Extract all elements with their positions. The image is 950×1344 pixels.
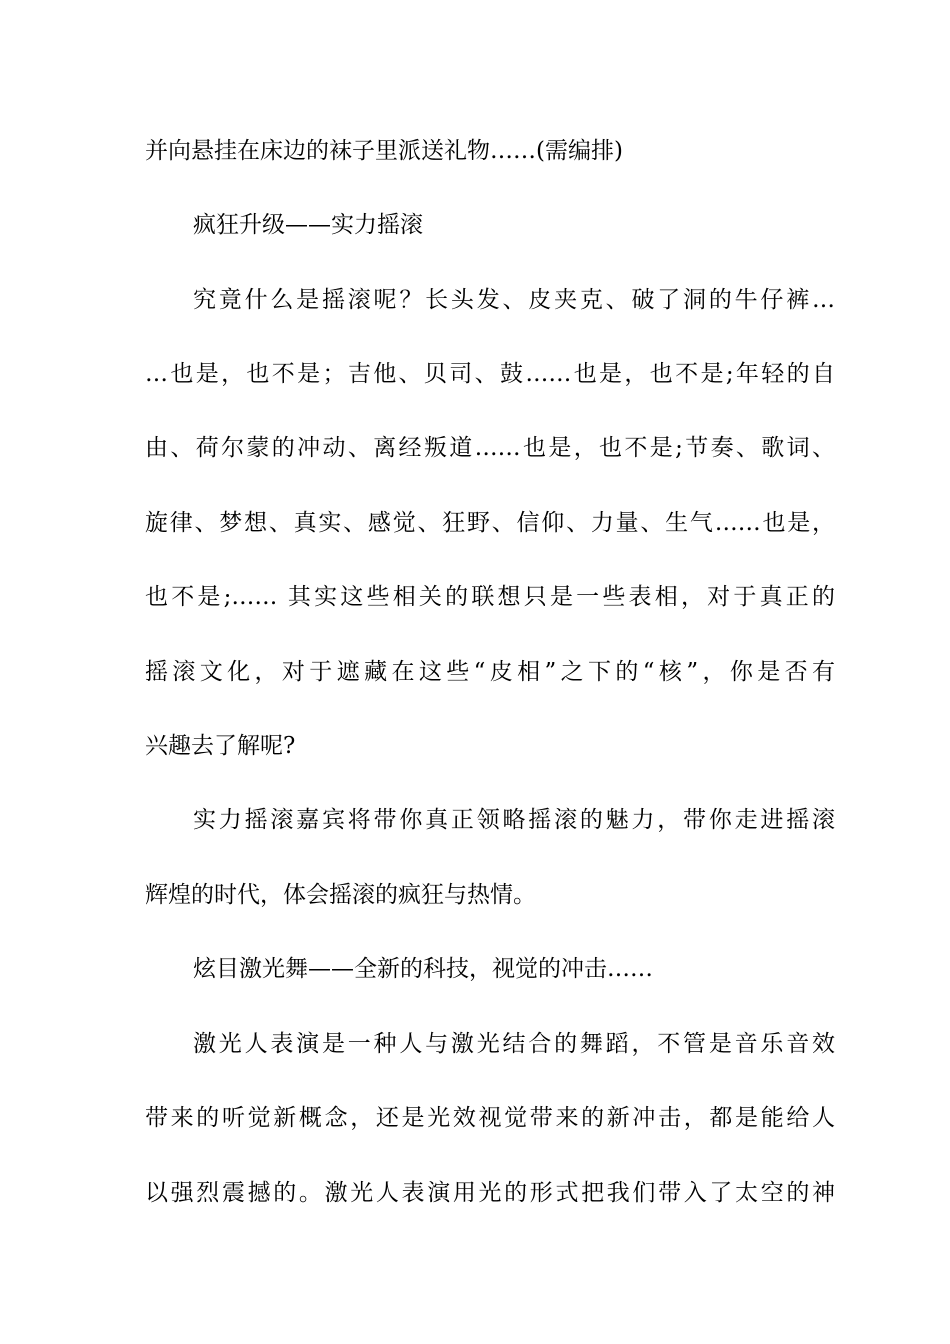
- section-heading: 炫目激光舞——全新的科技，视觉的冲击……: [193, 956, 653, 982]
- text-line: 由、荷尔蒙的冲动、离经叛道……也是，也不是;节奏、歌词、: [145, 435, 835, 461]
- text-line: 激光人表演是一种人与激光结合的舞蹈，不管是音乐音效: [193, 1031, 835, 1057]
- text-line: 究竟什么是摇滚呢？长头发、皮夹克、破了洞的牛仔裤…: [193, 287, 835, 313]
- text-line: 带来的听觉新概念，还是光效视觉带来的新冲击，都是能给人: [145, 1105, 835, 1131]
- text-line: 辉煌的时代，体会摇滚的疯狂与热情。: [145, 882, 536, 908]
- text-line: 也不是;…… 其实这些相关的联想只是一些表相，对于真正的: [145, 584, 835, 610]
- text-line: 以强烈震撼的。激光人表演用光的形式把我们带入了太空的神: [145, 1180, 835, 1206]
- text-line: 并向悬挂在床边的袜子里派送礼物……(需编排): [145, 138, 623, 164]
- text-line: 实力摇滚嘉宾将带你真正领略摇滚的魅力，带你走进摇滚: [193, 807, 835, 833]
- text-line: 摇滚文化，对于遮藏在这些“皮相”之下的“核”，你是否有: [145, 659, 835, 685]
- text-line: …也是，也不是；吉他、贝司、鼓……也是，也不是;年轻的自: [145, 361, 835, 387]
- section-heading: 疯狂升级——实力摇滚: [193, 212, 423, 238]
- text-line: 旋律、梦想、真实、感觉、狂野、信仰、力量、生气……也是，: [145, 510, 835, 536]
- text-line: 兴趣去了解呢?: [145, 733, 296, 759]
